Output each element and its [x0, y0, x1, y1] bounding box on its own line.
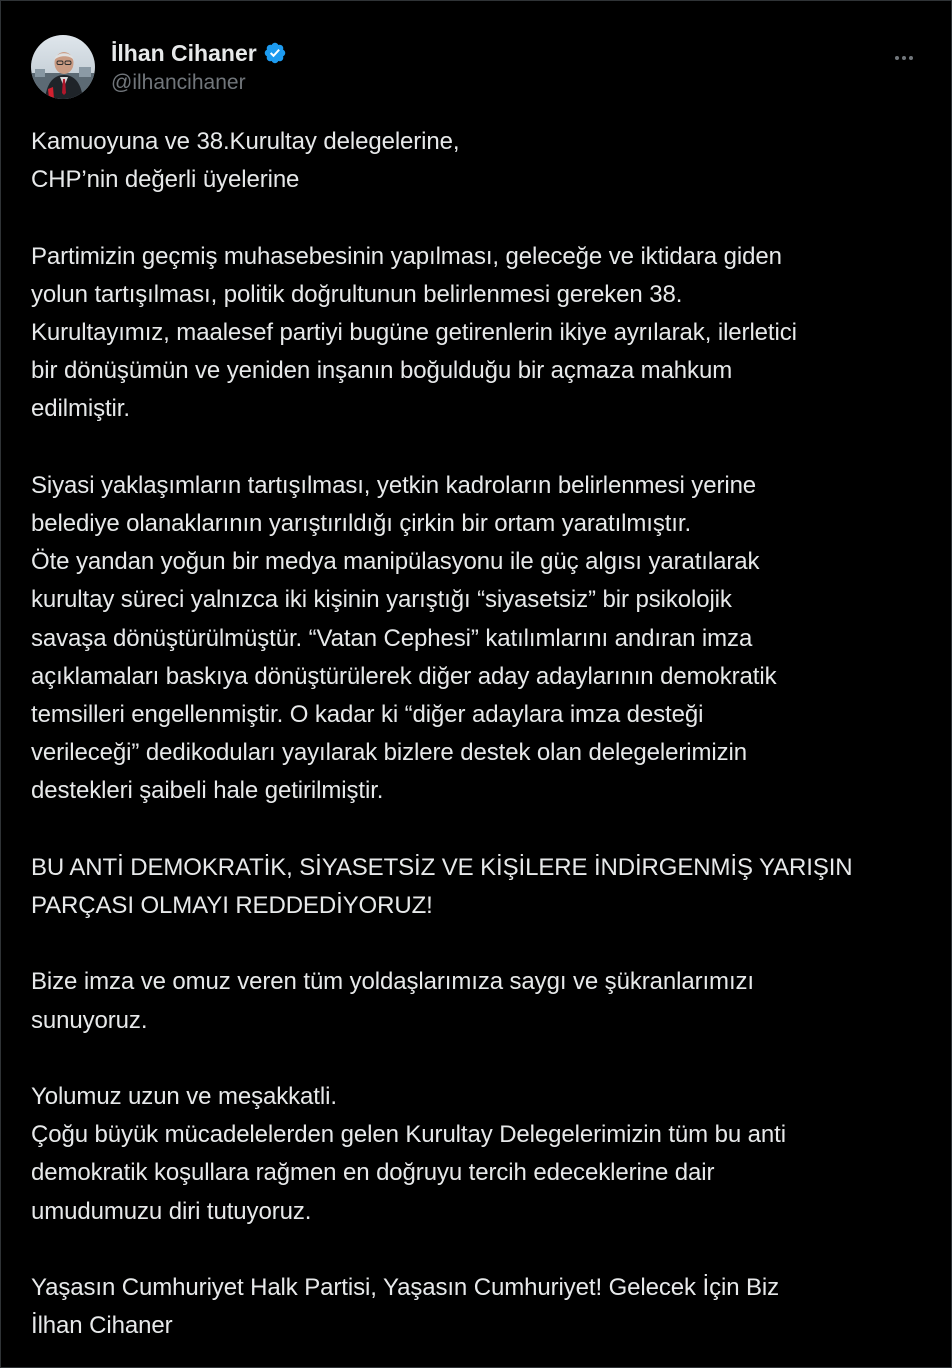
tweet-text [31, 123, 941, 1345]
tweet-line: verileceği” dedikoduları yayılarak bizlere destek olan delegelerimizin [31, 739, 748, 767]
more-options-button[interactable] [887, 41, 921, 75]
tweet-paragraph [31, 849, 941, 925]
profile-photo [31, 35, 95, 99]
tweet-line: demokratik koşullara rağmen en doğruyu tercih edeceklerine dair [31, 1159, 715, 1187]
tweet-paragraph [31, 238, 941, 429]
tweet-line: Yaşasın Cumhuriyet Halk Partisi, Yaşasın Cumhuriyet! Gelecek İçin Biz [31, 1274, 780, 1301]
tweet-line: Çoğu büyük mücadelelerden gelen Kurultay Delegelerimizin tüm bu anti [31, 1121, 786, 1149]
tweet-line: PARÇASI OLMAYI REDDEDİYORUZ! [31, 892, 433, 920]
tweet-line: BU ANTİ DEMOKRATİK, SİYASETSİZ VE KİŞİLERE İNDİRGENMİŞ YARIŞIN [31, 853, 853, 881]
tweet-line: Yolumuz uzun ve meşakkatli. [31, 1083, 337, 1110]
avatar[interactable] [31, 35, 95, 99]
tweet-line: Siyasi yaklaşımların tartışılması, yetkin kadroların belirlenmesi yerine [31, 471, 757, 499]
tweet-line: Kurultayımız, maalesef partiyi bugüne getirenlerin ikiye ayrılarak, ilerletici [31, 319, 797, 346]
tweet-line: destekleri şaibeli hale getirilmiştir. [31, 777, 384, 805]
tweet-line: CHP’nin değerli üyelerine [31, 166, 300, 194]
more-horizontal-icon [891, 45, 917, 71]
tweet-line: yolun tartışılması, politik doğrultunun belirlenmesi gereken 38. [31, 280, 683, 308]
tweet-header [31, 35, 931, 101]
tweet-line: Kamuoyuna ve 38.Kurultay delegelerine, [31, 128, 460, 155]
tweet-paragraph [31, 123, 941, 199]
tweet-paragraph [31, 1269, 941, 1345]
tweet-paragraph [31, 1078, 941, 1231]
author-names [111, 39, 287, 95]
tweet-line: edilmiştir. [31, 395, 130, 423]
author-handle[interactable]: @ilhancihaner [111, 71, 246, 94]
tweet-line: açıklamaları baskıya dönüştürülerek diğer aday adaylarının demokratik [31, 662, 777, 690]
verified-badge-icon[interactable] [263, 41, 287, 65]
display-name-row [111, 39, 287, 67]
tweet-line: bir dönüşümün ve yeniden inşanın boğulduğu bir açmaza mahkum [31, 357, 733, 385]
tweet-line: savaşa dönüştürülmüştür. “Vatan Cephesi” katılımlarını andıran imza [31, 624, 753, 652]
tweet-line: kurultay süreci yalnızca iki kişinin yarıştığı “siyasetsiz” bir psikolojik [31, 586, 732, 614]
tweet-line: sunuyoruz. [31, 1006, 148, 1034]
tweet-line: belediye olanaklarının yarıştırıldığı çirkin bir ortam yaratılmıştır. [31, 510, 692, 537]
tweet-line: Öte yandan yoğun bir medya manipülasyonu ile güç algısı yaratılarak [31, 548, 760, 576]
display-name[interactable]: İlhan Cihaner [111, 39, 257, 66]
tweet-paragraph [31, 963, 941, 1039]
tweet-line: umudumuzu diri tutuyoruz. [31, 1197, 312, 1225]
tweet-line: Bize imza ve omuz veren tüm yoldaşlarımıza saygı ve şükranlarımızı [31, 968, 754, 996]
tweet-line: Partimizin geçmiş muhasebesinin yapılması, geleceğe ve iktidara giden [31, 242, 782, 270]
tweet-paragraph [31, 467, 941, 811]
tweet-line: İlhan Cihaner [31, 1312, 173, 1340]
tweet-line: temsilleri engellenmiştir. O kadar ki “diğer adaylara imza desteği [31, 701, 704, 729]
